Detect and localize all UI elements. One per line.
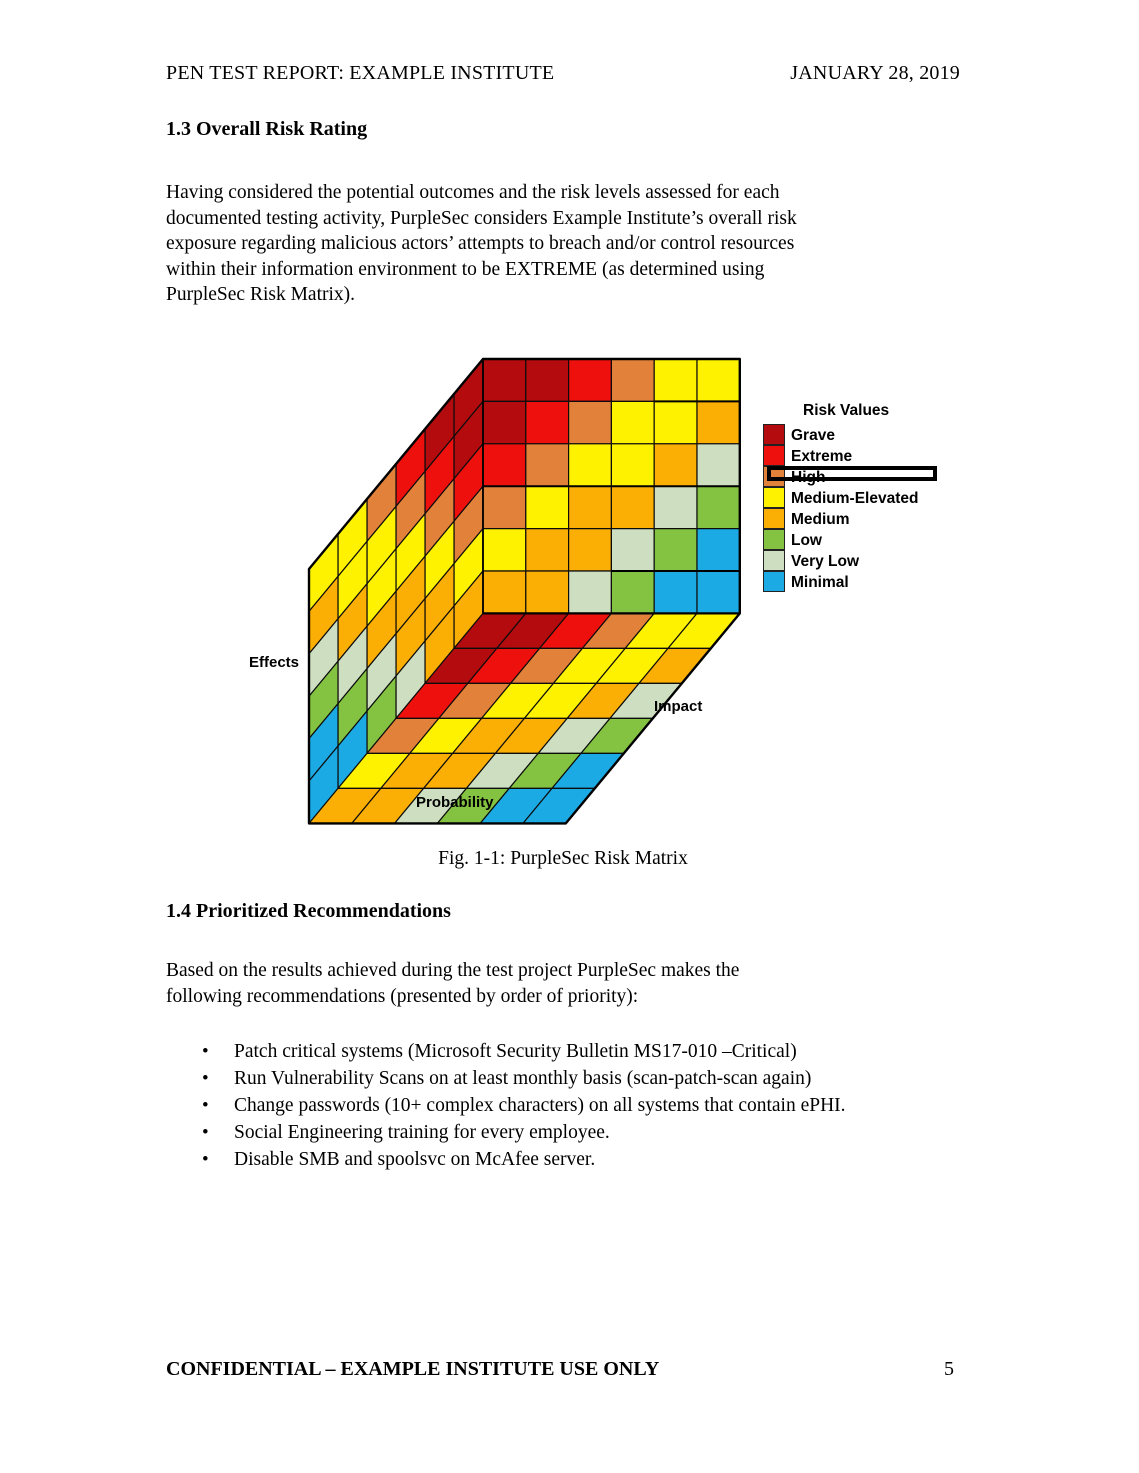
matrix-cell	[611, 359, 654, 401]
matrix-cell	[526, 444, 569, 486]
matrix-cell	[611, 571, 654, 613]
legend-item	[763, 446, 955, 467]
matrix-cell	[611, 444, 654, 486]
section-1-3-heading: 1.3 Overall Risk Rating	[166, 118, 368, 140]
legend-color-swatch	[763, 529, 785, 550]
legend-color-swatch	[763, 445, 785, 466]
text-line: within their information environment to be EXTREME (as determined using	[166, 258, 765, 280]
matrix-cell	[611, 401, 654, 443]
legend-item	[763, 551, 955, 572]
text-line: PurpleSec Risk Matrix).	[166, 284, 356, 305]
risk-matrix-figure	[0, 342, 1139, 842]
matrix-cell	[654, 444, 697, 486]
text-line: following recommendations (presented by order of priority):	[166, 985, 639, 1007]
matrix-cell	[483, 401, 526, 443]
section-1-4-heading: 1.4 Prioritized Recommendations	[166, 900, 451, 922]
legend-label: Very Low	[791, 553, 860, 570]
effects-axis-label: Effects	[249, 654, 300, 671]
figure-caption: Fig. 1-1: PurpleSec Risk Matrix	[438, 848, 688, 869]
legend-color-swatch	[763, 424, 785, 445]
impact-axis-label: Impact	[654, 698, 703, 715]
page-header	[166, 62, 960, 85]
risk-legend	[745, 402, 955, 593]
matrix-cell	[483, 571, 526, 613]
legend-item	[763, 425, 955, 446]
confidentiality-notice: CONFIDENTIAL – EXAMPLE INSTITUTE USE ONLY	[166, 1358, 660, 1380]
text-line: Based on the results achieved during the test project PurpleSec makes the	[166, 960, 740, 981]
text-line: Having considered the potential outcomes and the risk levels assessed for each	[166, 182, 780, 203]
recommendation-item: • Run Vulnerability Scans on at least monthly basis (scan-patch-scan again)	[166, 1065, 976, 1092]
legend-label: Medium-Elevated	[791, 490, 919, 507]
matrix-cell	[569, 486, 612, 528]
matrix-cell	[569, 401, 612, 443]
matrix-cell	[654, 529, 697, 571]
probability-axis-label: Probability	[416, 794, 494, 811]
matrix-cell	[526, 486, 569, 528]
recommendation-item: • Change passwords (10+ complex characters) on all systems that contain ePHI.	[166, 1092, 976, 1119]
matrix-cell	[654, 486, 697, 528]
matrix-cell	[697, 359, 740, 401]
matrix-cell	[697, 571, 740, 613]
matrix-cell	[483, 359, 526, 401]
matrix-cell	[526, 571, 569, 613]
risk-cube-svg	[303, 353, 749, 831]
legend-label: Minimal	[791, 574, 849, 591]
legend-title: Risk Values	[803, 402, 890, 419]
matrix-cell	[569, 571, 612, 613]
matrix-cell	[526, 359, 569, 401]
matrix-cell	[569, 359, 612, 401]
matrix-cell	[611, 529, 654, 571]
legend-item	[763, 488, 955, 509]
matrix-cell	[697, 401, 740, 443]
text-line: exposure regarding malicious actors’ attempts to breach and/or control resources	[166, 233, 795, 254]
legend-items	[763, 425, 955, 593]
page-footer	[166, 1358, 954, 1381]
matrix-cell	[697, 529, 740, 571]
recommendation-item: • Patch critical systems (Microsoft Security Bulletin MS17-010 –Critical)	[166, 1038, 976, 1065]
report-title: PEN TEST REPORT: EXAMPLE INSTITUTE	[166, 62, 555, 84]
legend-color-swatch	[763, 550, 785, 571]
legend-item	[763, 467, 955, 488]
matrix-cell	[526, 401, 569, 443]
matrix-cell	[611, 486, 654, 528]
matrix-cell	[483, 444, 526, 486]
recommendation-item: • Social Engineering training for every employee.	[166, 1119, 976, 1146]
legend-item	[763, 572, 955, 593]
legend-item	[763, 530, 955, 551]
report-date: JANUARY 28, 2019	[790, 62, 960, 84]
legend-label: High	[791, 469, 826, 486]
recommendations-list	[166, 1038, 976, 1173]
matrix-cell	[569, 444, 612, 486]
text-line: documented testing activity, PurpleSec considers Example Institute’s overall risk	[166, 207, 797, 229]
legend-item	[763, 509, 955, 530]
legend-label: Medium	[791, 511, 850, 528]
matrix-cell	[654, 401, 697, 443]
matrix-cell	[697, 444, 740, 486]
legend-label: Extreme	[791, 448, 853, 465]
legend-color-swatch	[763, 487, 785, 508]
matrix-cell	[654, 359, 697, 401]
matrix-cell	[483, 486, 526, 528]
legend-color-swatch	[763, 571, 785, 592]
section-1-3-paragraph	[166, 180, 956, 308]
matrix-cell	[526, 529, 569, 571]
legend-color-swatch	[763, 466, 785, 487]
matrix-cell	[697, 486, 740, 528]
matrix-cell	[569, 529, 612, 571]
legend-label: Grave	[791, 427, 835, 444]
legend-color-swatch	[763, 508, 785, 529]
matrix-cell	[654, 571, 697, 613]
matrix-cell	[483, 529, 526, 571]
legend-label: Low	[791, 532, 822, 549]
page-number: 5	[944, 1358, 954, 1380]
recommendation-item: • Disable SMB and spoolsvc on McAfee server.	[166, 1146, 976, 1173]
section-1-4-paragraph	[166, 958, 956, 1009]
